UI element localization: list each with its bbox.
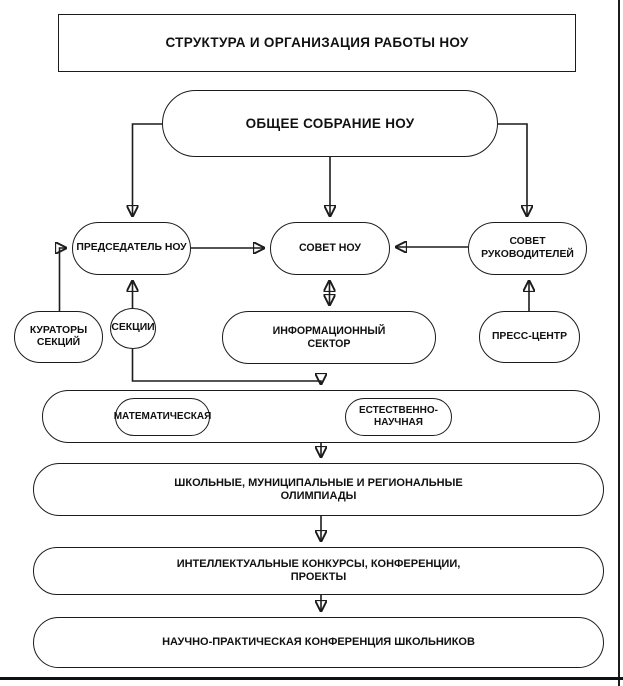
arrow-curators-to-chairman (60, 248, 67, 311)
node-general-assembly (162, 90, 498, 157)
node-press-center (479, 311, 580, 363)
node-olympiads (33, 463, 604, 516)
node-leaders-council-label: СОВЕТ РУКОВОДИТЕЛЕЙ (481, 236, 574, 260)
node-sections (110, 308, 156, 349)
diagram-title-label: СТРУКТУРА И ОРГАНИЗАЦИЯ РАБОТЫ НОУ (165, 35, 469, 51)
node-council-label: СОВЕТ НОУ (299, 242, 361, 255)
node-general-assembly-label: ОБЩЕЕ СОБРАНИЕ НОУ (245, 115, 415, 131)
node-chairman (72, 222, 191, 275)
node-curators (14, 311, 103, 363)
node-sections-label: СЕКЦИИ (111, 322, 155, 334)
node-info-sector-label: ИНФОРМАЦИОННЫЙ СЕКТОР (272, 325, 386, 350)
node-olympiads-label: ШКОЛЬНЫЕ, МУНИЦИПАЛЬНЫЕ И РЕГИОНАЛЬНЫЕ ОЛИМПИАДЫ (174, 476, 463, 502)
node-competitions (33, 547, 604, 595)
node-info-sector (222, 311, 436, 364)
node-conference-label: НАУЧНО-ПРАКТИЧЕСКАЯ КОНФЕРЕНЦИЯ ШКОЛЬНИКОВ (162, 636, 475, 649)
arrow-assembly-to-chairman (133, 124, 163, 216)
node-curators-label: КУРАТОРЫ СЕКЦИЙ (29, 324, 88, 348)
diagram-title (58, 14, 576, 72)
node-competitions-label: ИНТЕЛЛЕКТУАЛЬНЫЕ КОНКУРСЫ, КОНФЕРЕНЦИИ, ПРОЕКТЫ (176, 558, 461, 583)
node-council (270, 222, 390, 275)
node-press-center-label: ПРЕСС-ЦЕНТР (491, 330, 568, 342)
node-section-natural-label: ЕСТЕСТВЕННО-НАУЧНАЯ (359, 405, 438, 428)
node-chairman-label: ПРЕДСЕДАТЕЛЬ НОУ (76, 242, 187, 254)
node-section-natural (345, 398, 452, 436)
node-conference (33, 617, 604, 668)
node-section-math-label: МАТЕМАТИЧЕСКАЯ (113, 411, 212, 423)
node-section-math (115, 398, 210, 436)
node-leaders-council (468, 222, 587, 275)
arrow-assembly-to-leaders (498, 124, 527, 216)
